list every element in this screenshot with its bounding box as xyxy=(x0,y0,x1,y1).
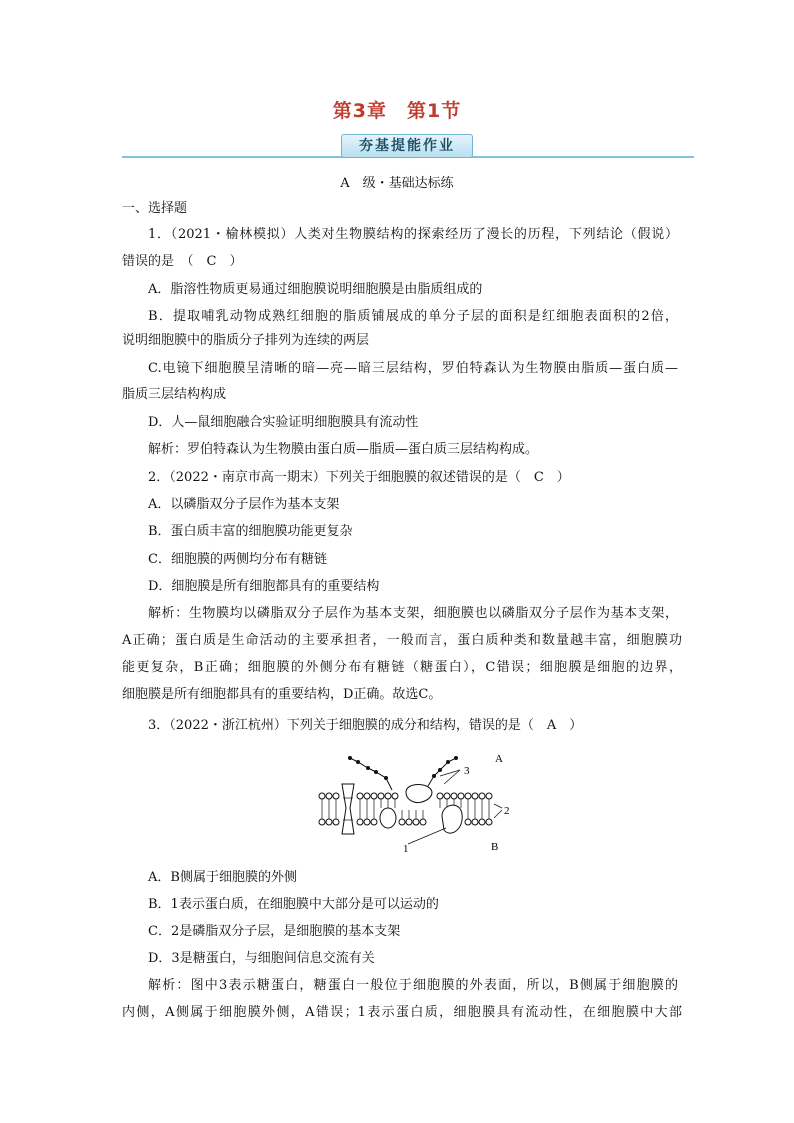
level-heading: A 级・基础达标练 xyxy=(340,176,454,191)
q3-option-b: B．1表示蛋白质，在细胞膜中大部分是可以运动的 xyxy=(148,897,439,912)
q2-analysis-line3: 能更复杂，B正确；细胞膜的外侧分布有糖链（糖蛋白），C错误；细胞膜是细胞的边界， xyxy=(122,660,682,675)
q1-option-a: A．脂溶性物质更易通过细胞膜说明细胞膜是由脂质组成的 xyxy=(148,282,483,297)
q3-analysis-line1: 解析：图中3表示糖蛋白，糖蛋白一般位于细胞膜的外表面，所以，B侧属于细胞膜的 xyxy=(148,978,678,993)
q1-analysis: 解析：罗伯特森认为生物膜由蛋白质—脂质—蛋白质三层结构构成。 xyxy=(148,442,539,457)
q3-option-d: D．3是糖蛋白，与细胞间信息交流有关 xyxy=(148,951,375,966)
figure-label-b: B xyxy=(491,841,499,853)
q1-option-d: D．人—鼠细胞融合实验证明细胞膜具有流动性 xyxy=(148,415,419,430)
q2-option-c: C．细胞膜的两侧均分布有糖链 xyxy=(148,552,327,567)
q2-option-b: B．蛋白质丰富的细胞膜功能更复杂 xyxy=(148,524,353,539)
q1-option-b-line1: B．提取哺乳动物成熟红细胞的脂质铺展成的单分子层的面积是红细胞表面积的2倍， xyxy=(148,309,678,324)
figure-label-2: 2 xyxy=(504,805,510,817)
q3-option-c: C．2是磷脂双分子层，是细胞膜的基本支架 xyxy=(148,924,401,939)
figure-label-a: A xyxy=(495,753,503,765)
membrane-diagram xyxy=(310,748,520,858)
q1-option-c-line1: C.电镜下细胞膜呈清晰的暗—亮—暗三层结构，罗伯特森认为生物膜由脂质—蛋白质— xyxy=(148,361,678,376)
q3-stem: 3．（2022・浙江杭州）下列关于细胞膜的成分和结构，错误的是（ A ） xyxy=(148,718,583,733)
chapter-title: 第3章 第1节 xyxy=(332,100,462,122)
section-heading: 一、选择题 xyxy=(122,201,188,216)
figure-label-3: 3 xyxy=(464,765,470,777)
q2-option-a: A．以磷脂双分子层作为基本支架 xyxy=(148,497,340,512)
q1-stem-line2: 错误的是 （ C ） xyxy=(122,254,243,269)
q2-analysis-line2: A正确；蛋白质是生命活动的主要承担者，一般而言，蛋白质种类和数量越丰富，细胞膜功 xyxy=(122,633,682,648)
q2-analysis-line1: 解析：生物膜均以磷脂双分子层作为基本支架，细胞膜也以磷脂双分子层作为基本支架， xyxy=(148,606,678,621)
q2-option-d: D．细胞膜是所有细胞都具有的重要结构 xyxy=(148,579,380,594)
figure-label-1: 1 xyxy=(403,843,409,855)
q1-option-c-line2: 脂质三层结构构成 xyxy=(122,387,227,402)
q1-option-b-line2: 说明细胞膜中的脂质分子排列为连续的两层 xyxy=(122,333,370,348)
cell-membrane-figure xyxy=(310,748,520,858)
q2-analysis-line4: 细胞膜是所有细胞都具有的重要结构，D正确。故选C。 xyxy=(122,687,442,702)
q3-analysis-line2: 内侧，A侧属于细胞膜外侧，A错误；1表示蛋白质，细胞膜具有流动性，在细胞膜中大部 xyxy=(122,1005,682,1020)
section-banner: 夯基提能作业 xyxy=(341,134,473,158)
q1-stem-line1: 1．（2021・榆林模拟）人类对生物膜结构的探索经历了漫长的历程，下列结论（假说） xyxy=(148,227,678,242)
q3-option-a: A．B侧属于细胞膜的外侧 xyxy=(148,870,297,885)
q2-stem: 2．（2022・南京市高一期末）下列关于细胞膜的叙述错误的是（ C ） xyxy=(148,470,570,485)
